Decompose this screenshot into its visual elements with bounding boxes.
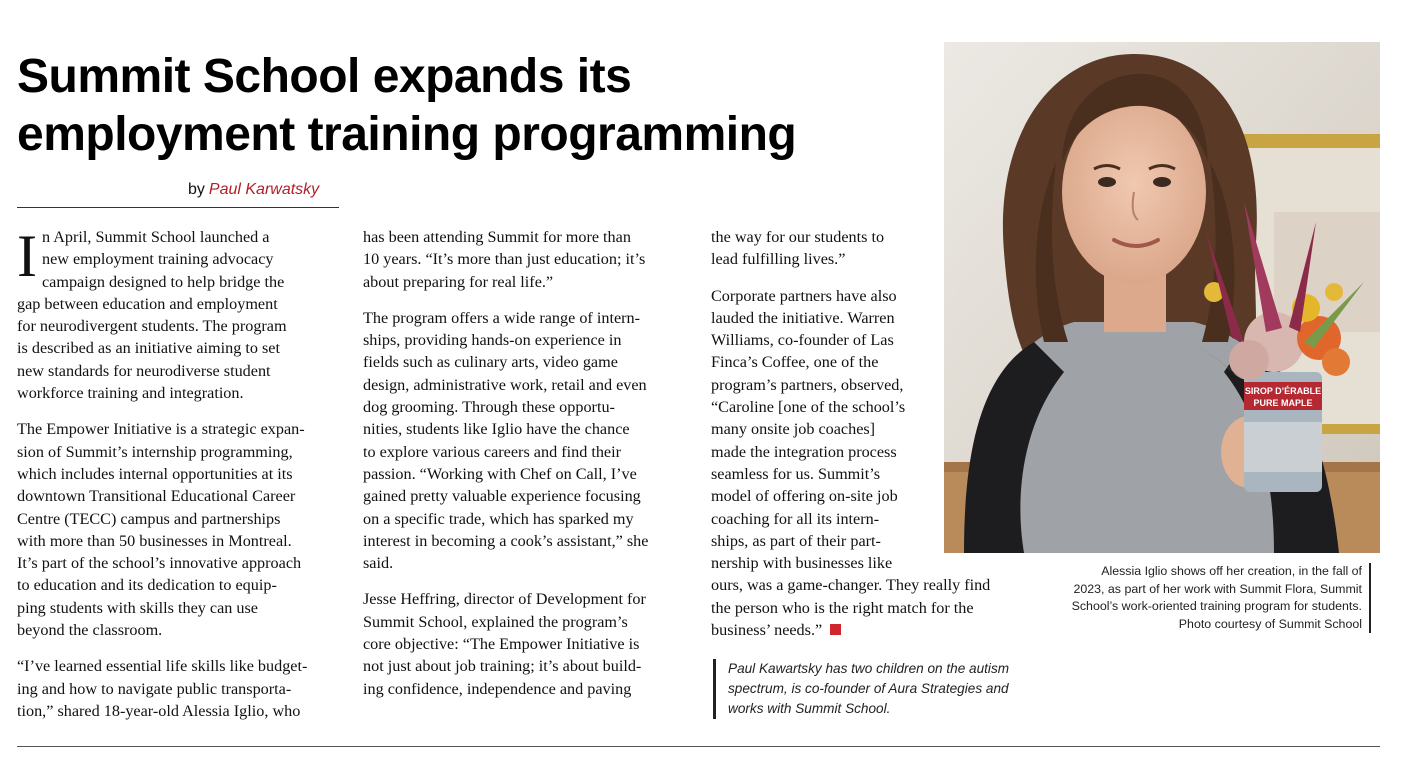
text-line-end: business’ needs.” [711,621,823,640]
byline-divider [17,207,339,208]
text-line: Centre (TECC) campus and partnerships [17,509,281,528]
text-line: to explore various careers and find their [363,442,621,461]
end-of-article-square-icon [830,624,841,635]
can-label-line: PURE MAPLE [1253,398,1313,408]
byline [188,180,319,200]
text-line: gap between education and employment [17,294,278,313]
drop-cap: I [17,223,37,289]
text-line: passion. “Working with Chef on Call, I’ve [363,464,637,483]
text-line: campaign designed to help bridge the [41,272,285,291]
bio-line: spectrum, is co-founder of Aura Strategies and [728,681,1009,696]
article-column-1 [17,223,347,736]
text-line: tion,” shared 18-year-old Alessia Iglio, who [17,701,301,720]
article-paragraph [17,655,347,722]
text-line: “I’ve learned essential life skills like budget- [17,657,308,676]
text-line: program’s partners, observed, [711,375,904,394]
headline-line: employment training programming [17,108,797,161]
text-line: workforce training and integration. [17,384,244,403]
article-paragraph [363,226,693,293]
caption-line: School’s work-oriented training program for students. [1071,599,1362,613]
text-line: which includes internal opportunities at its [17,464,293,483]
text-line: downtown Transitional Educational Career [17,487,296,506]
text-line: has been attending Summit for more than [363,228,631,246]
text-line: interest in becoming a cook’s assistant,” she [363,531,649,550]
can-label-line: SIROP D’ÉRABLE [1244,386,1322,396]
text-line: on a specific trade, which has sparked my [363,509,634,528]
text-line: seamless for us. Summit’s [711,464,881,483]
article-headline [17,48,796,164]
photo-illustration [944,42,1380,553]
text-line: the person who is the right match for the [711,598,974,617]
photo-caption [1022,563,1371,633]
byline-author[interactable]: Paul Karwatsky [208,181,320,198]
bio-line: Paul Kawartsky has two children on the autism [728,661,1010,676]
text-line: ing confidence, independence and paving [363,679,632,698]
article-paragraph [17,223,347,404]
text-line: nities, students like Iglio have the chance [363,420,630,439]
text-line: ing and how to navigate public transporta- [17,679,292,698]
text-line: core objective: “The Empower Initiative is [363,635,640,654]
caption-line: Alessia Iglio shows off her creation, in the fall of [1101,564,1362,578]
article-paragraph [17,418,347,641]
text-line: lauded the initiative. Warren [711,308,895,327]
article-paragraph [363,588,693,699]
text-line [711,619,1031,641]
text-line: design, administrative work, retail and even [363,375,647,394]
text-line: Williams, co-founder of Las [711,331,894,350]
text-line: to education and its dedication to equip- [17,576,277,595]
text-line: not just about job training; it’s about build- [363,657,642,676]
text-line: n April, Summit School launched a [41,228,270,246]
caption-line: 2023, as part of her work with Summit Flora, Summit [1073,581,1362,596]
text-line: dog grooming. Through these opportu- [363,398,615,417]
text-line: is described as an initiative aiming to set [17,339,280,358]
text-line: 10 years. “It’s more than just education; it’s [363,250,646,269]
text-line: model of offering on-site job [711,487,898,506]
text-line: new standards for neurodiverse student [17,361,271,380]
text-line: made the integration process [711,442,897,461]
headline-line: Summit School expands its [17,50,632,103]
text-line: Corporate partners have also [711,286,897,305]
text-line: The Empower Initiative is a strategic expan- [17,420,305,439]
text-line: ships, as part of their part- [711,531,881,550]
text-line: new employment training advocacy [41,250,274,269]
text-line: for neurodivergent students. The program [17,317,287,336]
text-line: Jesse Heffring, director of Development for [363,590,646,609]
author-bio [713,659,1058,719]
text-line: about preparing for real life.” [363,272,554,291]
text-line: It’s part of the school’s innovative approach [17,554,302,573]
text-line: “Caroline [one of the school’s [711,398,906,417]
text-line: said. [363,554,394,573]
article-paragraph [363,307,693,575]
text-line: lead fulfilling lives.” [711,250,846,269]
text-line: Finca’s Coffee, one of the [711,353,879,372]
text-line: beyond the classroom. [17,621,163,640]
article-column-2 [363,226,693,714]
text-line: ours, was a game-changer. They really find [711,576,991,595]
text-line: sion of Summit’s internship programming, [17,442,293,461]
text-line: gained pretty valuable experience focusing [363,487,641,506]
text-line: ping students with skills they can use [17,598,258,617]
text-line: Summit School, explained the program’s [363,612,628,631]
text-line: ships, providing hands-on experience in [363,331,622,350]
text-line: many onsite job coaches] [711,420,876,439]
text-line: fields such as culinary arts, video game [363,353,618,372]
bottom-divider [17,746,1380,747]
text-line: coaching for all its intern- [711,509,880,528]
text-line: The program offers a wide range of intern- [363,308,641,327]
text-line: with more than 50 businesses in Montreal. [17,531,292,550]
bio-line: works with Summit School. [728,701,891,716]
article-photo [944,42,1380,553]
text-line: the way for our students to [711,228,885,246]
byline-prefix: by [188,181,205,198]
photo-credit: Photo courtesy of Summit School [1178,616,1362,631]
text-line: nership with businesses like [711,554,893,573]
